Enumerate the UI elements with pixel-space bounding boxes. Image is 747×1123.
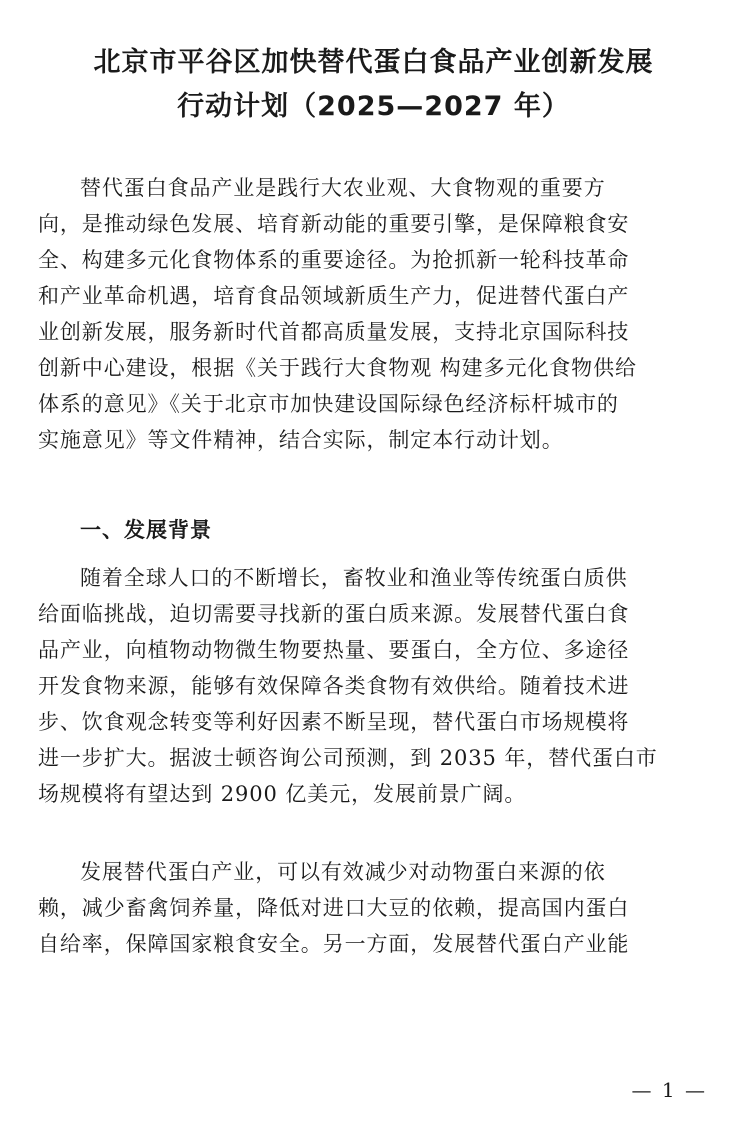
document-title-line-2: 行动计划（2025—2027 年） <box>177 91 570 122</box>
document-title-line-1: 北京市平谷区加快替代蛋白食品产业创新发展 <box>93 47 654 78</box>
paragraph-line: 场规模将有望达到 2900 亿美元，发展前景广阔。 <box>38 782 527 806</box>
paragraph-line: 发展替代蛋白产业，可以有效减少对动物蛋白来源的依 <box>80 860 606 884</box>
paragraph-line: 品产业，向植物动物微生物要热量、要蛋白，全方位、多途径 <box>38 638 630 662</box>
paragraph-line: 赖，减少畜禽饲养量，降低对进口大豆的依赖，提高国内蛋白 <box>38 896 630 920</box>
intro-line: 和产业革命机遇，培育食品领域新质生产力，促进替代蛋白产 <box>38 284 630 308</box>
background-paragraph-1 <box>38 560 710 812</box>
paragraph-line: 给面临挑战，迫切需要寻找新的蛋白质来源。发展替代蛋白食 <box>38 602 630 626</box>
section-heading-background: 一、发展背景 <box>80 518 212 542</box>
page-number: — 1 — <box>631 1078 707 1102</box>
paragraph-line: 开发食物来源，能够有效保障各类食物有效供给。随着技术进 <box>38 674 630 698</box>
paragraph-line: 随着全球人口的不断增长，畜牧业和渔业等传统蛋白质供 <box>80 566 628 590</box>
intro-line: 体系的意见》《关于北京市加快建设国际绿色经济标杆城市的 <box>38 392 619 416</box>
paragraph-line: 步、饮食观念转变等利好因素不断呈现，替代蛋白市场规模将 <box>38 710 630 734</box>
intro-line: 替代蛋白食品产业是践行大农业观、大食物观的重要方 <box>80 176 606 200</box>
intro-line: 业创新发展，服务新时代首都高质量发展，支持北京国际科技 <box>38 320 630 344</box>
paragraph-line: 进一步扩大。据波士顿咨询公司预测，到 2035 年，替代蛋白市 <box>38 746 658 770</box>
intro-line: 全、构建多元化食物体系的重要途径。为抢抓新一轮科技革命 <box>38 248 630 272</box>
paragraph-line: 自给率，保障国家粮食安全。另一方面，发展替代蛋白产业能 <box>38 932 630 956</box>
intro-line: 创新中心建设，根据《关于践行大食物观 构建多元化食物供给 <box>38 356 637 380</box>
intro-line: 向，是推动绿色发展、培育新动能的重要引擎，是保障粮食安 <box>38 212 630 236</box>
background-paragraph-2 <box>38 854 710 962</box>
intro-paragraph <box>38 170 710 458</box>
intro-line: 实施意见》等文件精神，结合实际，制定本行动计划。 <box>38 428 564 452</box>
